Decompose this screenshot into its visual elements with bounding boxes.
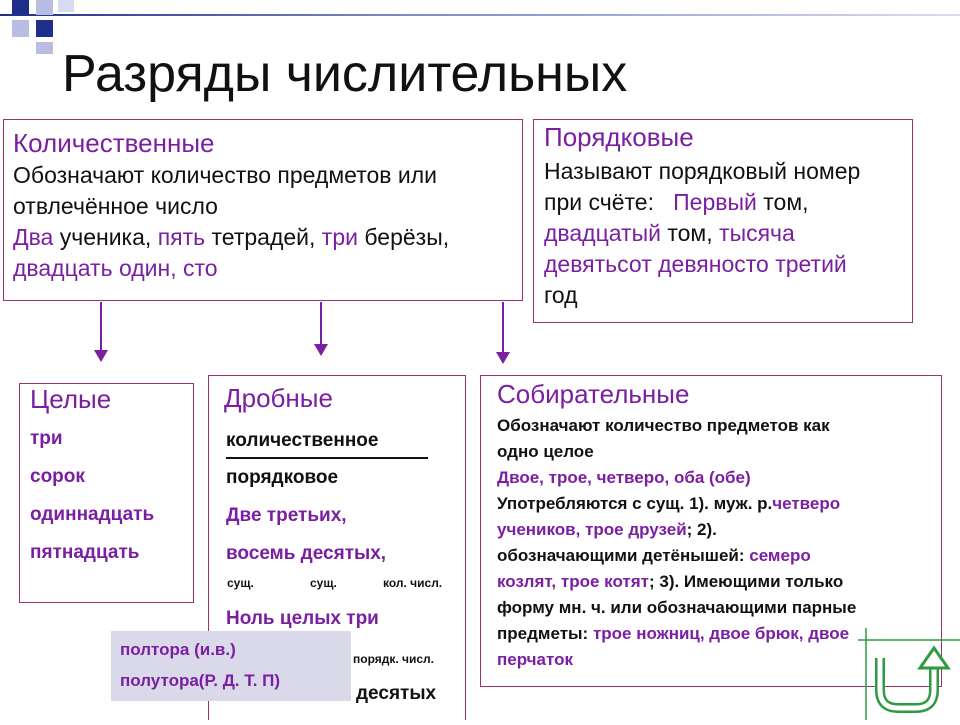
poltora-line: полутора(Р. Д. Т. П) (120, 671, 281, 690)
ordinal-desc-text: при счёте: (544, 189, 654, 215)
collective-usage-line (497, 543, 941, 569)
ordinal-desc-line: Называют порядковый номер (544, 158, 861, 184)
ordinal-heading: Порядковые (544, 122, 694, 152)
collective-usage-line: перчаток (497, 650, 574, 669)
whole-item: одиннадцать (30, 504, 155, 525)
deco-square (12, 20, 29, 37)
example-word: Первый (673, 189, 757, 215)
example-word: Два (13, 224, 54, 250)
usage-text: предметы: (497, 624, 593, 643)
whole-item: три (30, 428, 63, 449)
usage-text: Употребляются с сущ. 1). муж. р. (497, 494, 773, 513)
example-word: тысяча (719, 220, 795, 246)
down-arrow-icon (100, 302, 102, 352)
ordinal-desc-line (544, 187, 912, 218)
usage-example: семеро (749, 546, 811, 565)
deco-square (36, 0, 53, 15)
collective-desc-line: одно целое (497, 442, 594, 461)
usage-example: учеников, трое друзей (497, 520, 687, 539)
example-word: пять (157, 224, 206, 250)
collective-usage-line (497, 517, 941, 543)
usage-text: ; 3). Имеющими только (648, 572, 844, 591)
quantitative-examples-line (13, 222, 522, 253)
quantitative-desc-line: отвлечённое число (13, 193, 218, 219)
return-button[interactable] (858, 628, 960, 720)
usage-text: обозначающими детёнышей: (497, 546, 750, 565)
example-word: берёзы, (357, 224, 450, 250)
fraction-example: десятых (356, 683, 437, 704)
usage-text: ; 2). (686, 520, 717, 539)
poltora-box (111, 631, 351, 701)
fraction-numerator: количественное (226, 430, 379, 451)
collective-usage-line (497, 569, 941, 595)
example-word: двадцатый (544, 220, 661, 246)
quantitative-desc-line: Обозначают количество предметов или (13, 162, 437, 188)
usage-example: трое ножниц, двое брюк, двое (592, 624, 850, 643)
ordinal-example-line (544, 218, 912, 249)
whole-heading: Целые (30, 384, 112, 414)
fraction-example: Две третьих, (226, 505, 347, 526)
deco-square (36, 42, 53, 54)
ordinal-example-line: год (544, 282, 578, 308)
fractional-heading: Дробные (224, 383, 333, 413)
example-word: том, (756, 189, 809, 215)
ordinal-example-line: девятьсот девяносто третий (544, 251, 847, 277)
down-arrow-icon (502, 302, 504, 354)
quantitative-heading: Количественные (13, 128, 215, 158)
example-word: тетрадей, (205, 224, 322, 250)
fraction-denominator: порядковое (226, 467, 339, 488)
top-rule (0, 14, 960, 16)
whole-item: сорок (30, 466, 85, 487)
quantitative-examples-line: двадцать один, сто (13, 255, 218, 281)
quantitative-box (3, 119, 523, 301)
return-arrow-icon (858, 628, 960, 720)
poltora-line: полтора (и.в.) (120, 640, 236, 659)
ordinal-box (533, 119, 913, 323)
usage-text: форму мн. ч. или обозначающими парные (497, 598, 857, 617)
fraction-bar (226, 457, 428, 459)
word-class-label: сущ. (227, 576, 254, 590)
usage-example: четверо (772, 494, 841, 513)
collective-usage-line (497, 491, 941, 517)
page-title: Разряды числительных (62, 45, 628, 103)
fraction-example: восемь десятых, (226, 543, 387, 564)
collective-usage-line (497, 595, 941, 621)
usage-example: козлят, трое котят (497, 572, 649, 591)
deco-square (58, 0, 74, 12)
example-word: три (321, 224, 358, 250)
example-word: ученика, (53, 224, 158, 250)
fraction-example: Ноль целых три (226, 608, 379, 629)
deco-square (12, 0, 29, 15)
whole-item: пятнадцать (30, 542, 140, 563)
word-class-label: сущ. (310, 576, 337, 590)
down-arrow-icon (320, 302, 322, 346)
whole-box (19, 383, 194, 603)
deco-square (36, 20, 53, 37)
collective-heading: Собирательные (497, 379, 690, 409)
word-class-label: кол. числ. (383, 576, 443, 590)
collective-examples: Двое, трое, четверо, оба (обе) (497, 468, 751, 487)
word-class-label: порядк. числ. (353, 652, 435, 666)
collective-desc-line: Обозначают количество предметов как (497, 416, 830, 435)
example-word: том, (660, 220, 720, 246)
